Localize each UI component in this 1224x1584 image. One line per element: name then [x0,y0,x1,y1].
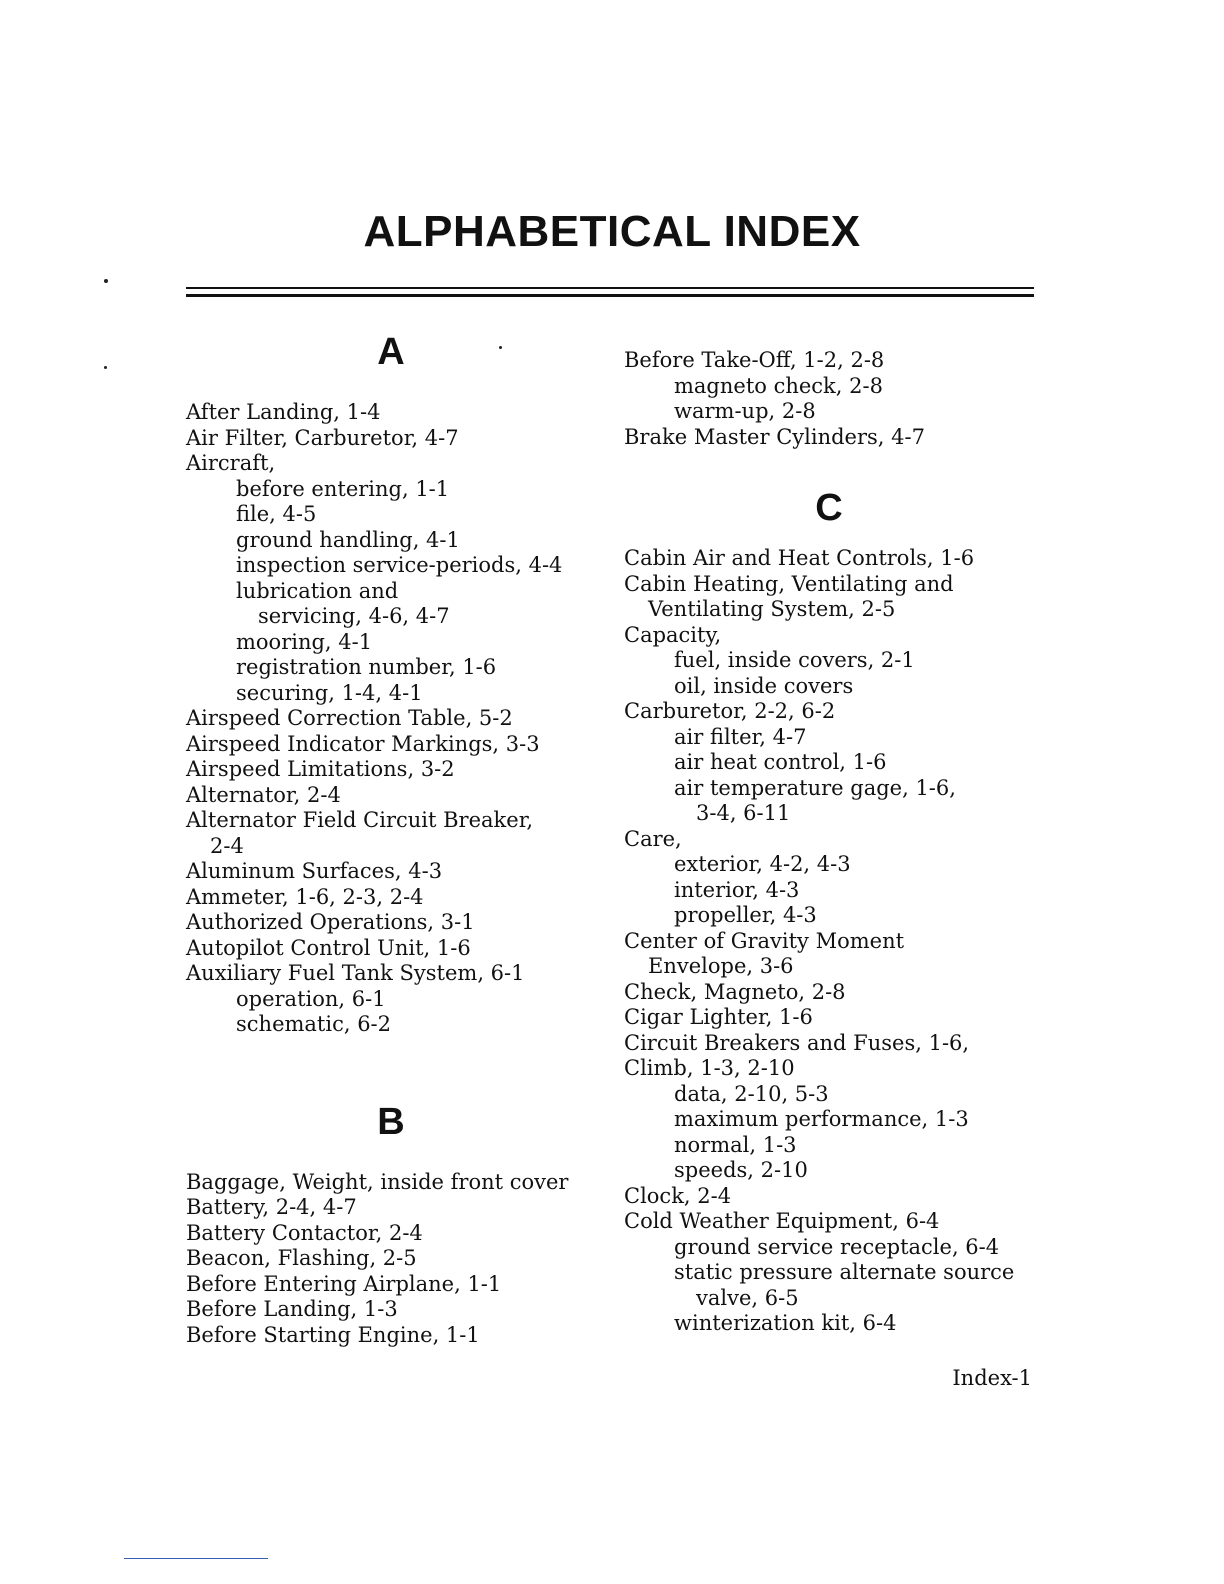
index-subentry: file, 4-5 [236,502,317,526]
index-subentry: inspection service-periods, 4-4 [236,553,563,577]
index-subentry: interior, 4-3 [674,877,800,902]
index-entry: Autopilot Control Unit, 1-6 [186,935,471,960]
index-subentry: operation, 6-1 [236,986,386,1011]
index-subentry: maximum performance, 1-3 [674,1107,969,1131]
index-subentry: winterization kit, 6-4 [674,1311,897,1335]
index-entry: Climb, 1-3, 2-10 [624,1056,795,1080]
index-entry: Auxiliary Fuel Tank System, 6-1 [186,961,525,985]
index-entry: Check, Magneto, 2-8 [624,979,846,1004]
index-entry: Air Filter, Carburetor, 4-7 [186,425,459,450]
index-subentry: securing, 1-4, 4-1 [236,680,423,705]
index-subentry: lubrication and [236,578,399,603]
index-subentry: ground service receptacle, 6-4 [674,1234,1000,1259]
index-entry: Battery Contactor, 2-4 [186,1220,423,1245]
index-subentry: mooring, 4-1 [236,629,373,654]
index-entry: Circuit Breakers and Fuses, 1-6, [624,1030,970,1055]
index-entry: Beacon, Flashing, 2-5 [186,1246,417,1270]
index-entry: After Landing, 1-4 [186,400,381,424]
page-title: ALPHABETICAL INDEX [363,207,861,256]
index-subentry: warm-up, 2-8 [674,399,816,423]
index-entry: Alternator Field Circuit Breaker, [186,808,534,832]
index-subentry: air filter, 4-7 [674,724,807,749]
index-entry: Airspeed Limitations, 3-2 [186,757,455,781]
scan-speck [104,366,107,369]
index-entry: Cold Weather Equipment, 6-4 [624,1209,940,1233]
index-entry: Airspeed Correction Table, 5-2 [186,706,513,730]
index-subentry: registration number, 1-6 [236,655,497,679]
index-column-right [624,348,1064,1337]
index-subentry: ground handling, 4-1 [236,527,460,552]
index-entry: Baggage, Weight, inside front cover [186,1169,569,1194]
index-entry-continuation: Envelope, 3-6 [648,954,794,978]
section-letter-b: B [377,1100,405,1143]
index-subentry-continuation: 3-4, 6-11 [696,801,791,825]
index-subentry: air temperature gage, 1-6, [674,775,956,800]
index-subentry: schematic, 6-2 [236,1012,392,1036]
index-entry: Before Starting Engine, 1-1 [186,1322,480,1347]
index-subentry: data, 2-10, 5-3 [674,1081,829,1106]
index-entry: Ammeter, 1-6, 2-3, 2-4 [186,884,424,909]
page-number: Index-1 [952,1366,1032,1390]
index-entry-continuation: 2-4 [210,833,244,858]
index-entry: Alternator, 2-4 [186,782,341,807]
index-entry: Care, [624,826,682,851]
index-entry: Airspeed Indicator Markings, 3-3 [186,731,540,756]
index-entry: Cabin Heating, Ventilating and [624,571,954,596]
index-subentry: before entering, 1-1 [236,476,450,501]
title-rule-bottom [186,294,1034,297]
scan-speck [104,279,108,283]
index-entry: Capacity, [624,622,722,647]
index-entry: Battery, 2-4, 4-7 [186,1195,357,1219]
index-subentry-continuation: valve, 6-5 [696,1285,799,1310]
index-entry: Before Take-Off, 1-2, 2-8 [624,348,885,372]
index-entry: Center of Gravity Moment [624,928,905,953]
index-entry: Aircraft, [186,451,276,475]
index-entry: Authorized Operations, 3-1 [186,910,475,934]
index-subentry: magneto check, 2-8 [674,373,883,398]
index-subentry-continuation: servicing, 4-6, 4-7 [258,604,450,628]
index-subentry: normal, 1-3 [674,1132,797,1157]
index-subentry: oil, inside covers [674,673,854,698]
index-subentry: fuel, inside covers, 2-1 [674,648,915,672]
index-entry: Before Landing, 1-3 [186,1297,398,1321]
index-entry: Cigar Lighter, 1-6 [624,1005,813,1029]
title-rule-top [186,287,1034,289]
index-entry: Brake Master Cylinders, 4-7 [624,424,925,449]
index-subentry: air heat control, 1-6 [674,750,887,774]
section-letter-c: C [815,487,843,529]
index-subentry: exterior, 4-2, 4-3 [674,852,851,876]
index-entry: Cabin Air and Heat Controls, 1-6 [624,546,975,570]
index-subentry: speeds, 2-10 [674,1158,808,1182]
index-entry: Clock, 2-4 [624,1183,732,1208]
index-subentry: propeller, 4-3 [674,903,817,927]
index-subentry: static pressure alternate source [674,1260,1015,1284]
index-entry-continuation: Ventilating System, 2-5 [648,597,896,621]
index-column-left [186,330,626,1348]
index-entry: Before Entering Airplane, 1-1 [186,1271,502,1296]
index-entry: Carburetor, 2-2, 6-2 [624,699,836,723]
footer-underline [124,1558,268,1559]
index-entry: Aluminum Surfaces, 4-3 [186,859,443,883]
section-letter-a: A [377,331,405,373]
